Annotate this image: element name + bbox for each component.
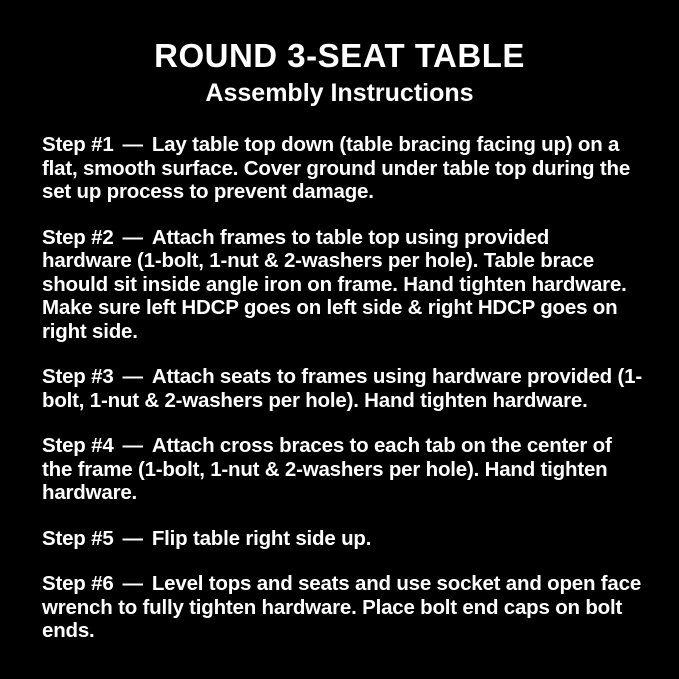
step-separator: — — [122, 572, 143, 595]
step-label: Step #1 — [42, 133, 114, 156]
step-label: Step #5 — [42, 526, 114, 550]
step-item-1 — [42, 133, 643, 204]
step-text: Attach seats to frames using hardware provided (1-bolt, 1-nut & 2-washers per hole). Hand tighten hardware. — [42, 365, 642, 412]
step-item-3 — [42, 365, 643, 412]
step-text: Attach cross braces to each tab on the center of the frame (1-bolt, 1-nut & 2-washers per hole). Hand tighten hardware. — [42, 434, 612, 504]
step-separator: — — [122, 133, 143, 156]
page-subtitle: Assembly Instructions — [205, 79, 474, 107]
step-text: Attach frames to table top using provided hardware (1-bolt, 1-nut & 2-washers per hole). Table brace should sit inside angle iron on frame. Hand tighten hardware. Make sure left HDCP goes on left side & right HDCP goes on right side. — [42, 225, 627, 343]
step-label: Step #4 — [42, 434, 114, 457]
step-item-5 — [42, 527, 643, 551]
step-text: Lay table top down (table bracing facing up) on a flat, smooth surface. Cover ground under table top during the set up process to prevent damage. — [42, 133, 631, 203]
step-separator: — — [122, 225, 143, 249]
steps-list — [0, 108, 679, 643]
step-label: Step #2 — [42, 225, 114, 249]
step-separator: — — [122, 365, 143, 388]
step-text: Level tops and seats and use socket and open face wrench to fully tighten hardware. Place bolt end caps on bolt ends. — [42, 572, 642, 642]
step-text: Flip table right side up. — [151, 526, 372, 550]
step-separator: — — [122, 526, 143, 550]
step-label: Step #6 — [42, 572, 114, 595]
step-item-4 — [42, 434, 643, 505]
header — [0, 36, 679, 108]
step-item-6 — [42, 572, 643, 643]
step-label: Step #3 — [42, 365, 114, 388]
page-title: ROUND 3-SEAT TABLE — [154, 37, 525, 74]
step-item-2 — [42, 226, 643, 344]
step-separator: — — [122, 434, 143, 457]
